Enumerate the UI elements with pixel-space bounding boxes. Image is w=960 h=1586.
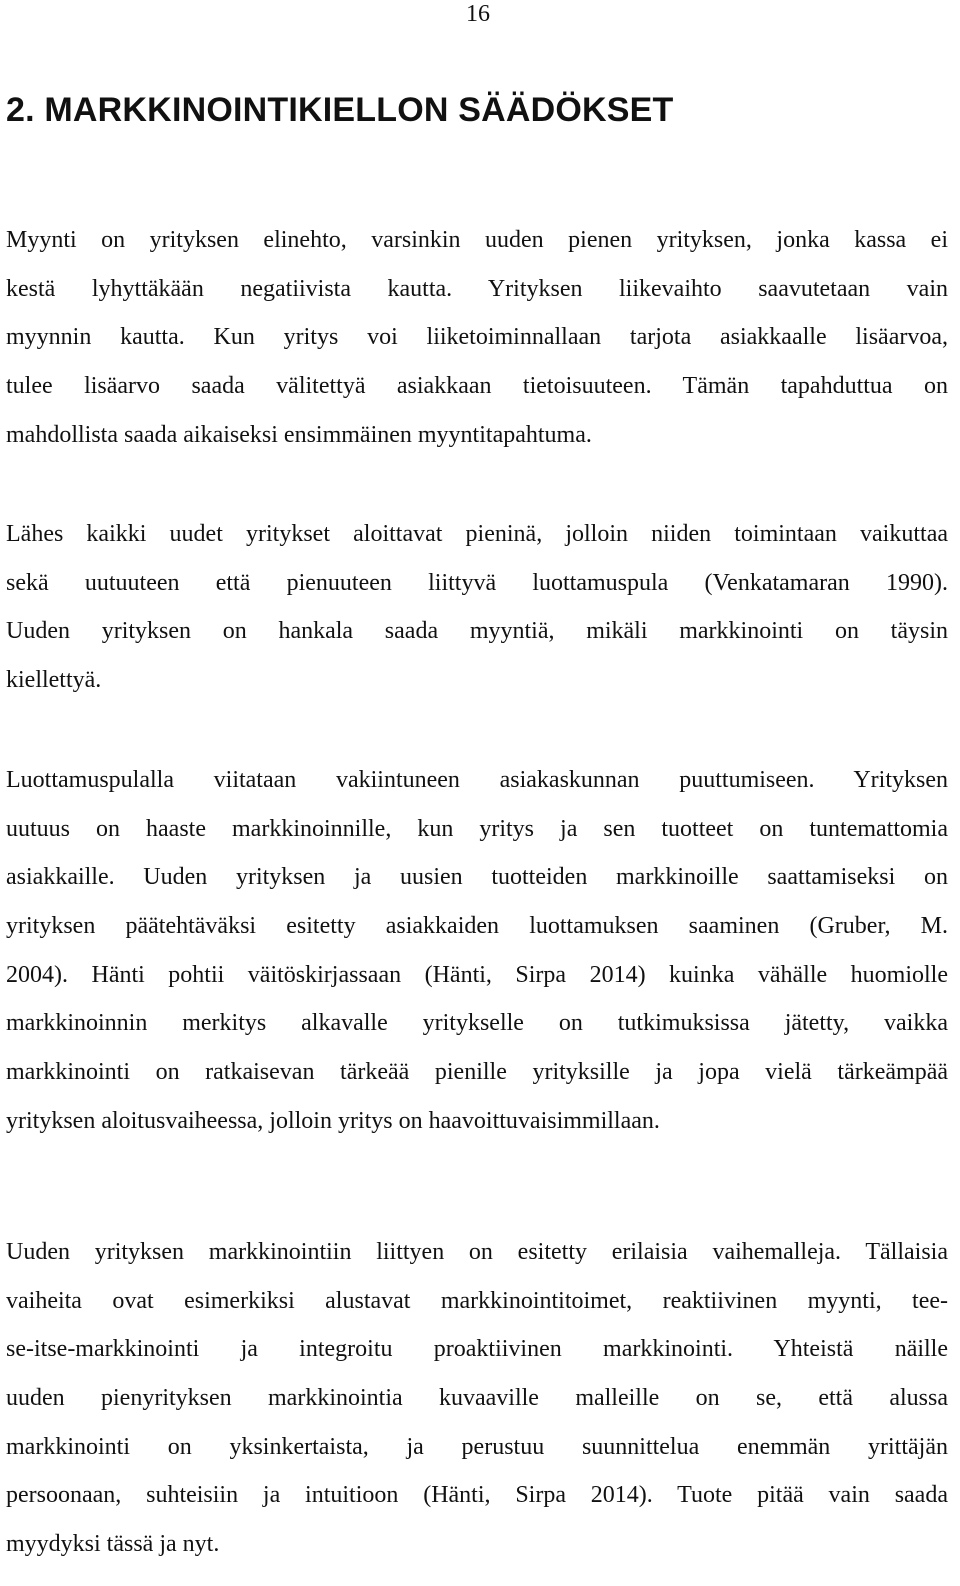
- paragraph-line: tulee lisäarvo saada välitettyä asiakkaan tietoisuuteen. Tämän tapahduttua on: [6, 373, 948, 400]
- paragraph-line: vaiheita ovat esimerkiksi alustavat markkinointitoimet, reaktiivinen myynti, tee-: [6, 1287, 948, 1314]
- paragraph-line: markkinointi on ratkaisevan tärkeää pienille yrityksille ja jopa vielä tärkeämpää: [6, 1059, 948, 1086]
- paragraph-line: markkinointi on yksinkertaista, ja perustuu suunnittelua enemmän yrittäjän: [6, 1433, 948, 1460]
- paragraph-1: [6, 216, 948, 459]
- paragraph-line: 2004). Hänti pohtii väitöskirjassaan (Hänti, Sirpa 2014) kuinka vähälle huomiolle: [6, 961, 948, 988]
- paragraph-line: Uuden yrityksen on hankala saada myyntiä, mikäli markkinointi on täysin: [6, 618, 948, 645]
- paragraph-line: yrityksen aloitusvaiheessa, jolloin yritys on haavoittuvaisimmillaan.: [6, 1107, 660, 1134]
- chapter-title: 2. MARKKINOINTIKIELLON SÄÄDÖKSET: [6, 91, 674, 129]
- paragraph-line: sekä uutuuteen että pienuuteen liittyvä luottamuspula (Venkatamaran 1990).: [6, 569, 948, 596]
- paragraph-4: [6, 1228, 948, 1569]
- paragraph-line: Lähes kaikki uudet yritykset aloittavat pieninä, jolloin niiden toimintaan vaikuttaa: [6, 521, 948, 547]
- paragraph-line: asiakkaille. Uuden yrityksen ja uusien tuotteiden markkinoille saattamiseksi on: [6, 864, 948, 891]
- paragraph-line: kiellettyä.: [6, 667, 102, 694]
- paragraph-3: [6, 756, 948, 1146]
- paragraph-line: kestä lyhyttäkään negatiivista kautta. Yrityksen liikevaihto saavutetaan vain: [6, 275, 948, 302]
- paragraph-line: Myynti on yrityksen elinehto, varsinkin uuden pienen yrityksen, jonka kassa ei: [6, 227, 948, 253]
- paragraph-line: mahdollista saada aikaiseksi ensimmäinen myyntitapahtuma.: [6, 421, 592, 448]
- page-number: 16: [466, 1, 490, 27]
- paragraph-line: markkinoinnin merkitys alkavalle yritykselle on tutkimuksissa jätetty, vaikka: [6, 1010, 948, 1037]
- paragraph-line: myydyksi tässä ja nyt.: [6, 1531, 220, 1558]
- paragraph-2: [6, 510, 948, 705]
- paragraph-line: Luottamuspulalla viitataan vakiintuneen asiakaskunnan puuttumiseen. Yrityksen: [6, 767, 948, 793]
- paragraph-line: se-itse-markkinointi ja integroitu proaktiivinen markkinointi. Yhteistä näille: [6, 1336, 948, 1363]
- paragraph-line: uutuus on haaste markkinoinnille, kun yritys ja sen tuotteet on tuntemattomia: [6, 815, 948, 842]
- paragraph-line: yrityksen päätehtäväksi esitetty asiakkaiden luottamuksen saaminen (Gruber, M.: [6, 913, 948, 940]
- paragraph-line: Uuden yrityksen markkinointiin liittyen on esitetty erilaisia vaihemalleja. Tällaisia: [6, 1239, 948, 1265]
- paragraph-line: myynnin kautta. Kun yritys voi liiketoiminnallaan tarjota asiakkaalle lisäarvoa,: [6, 324, 948, 351]
- paragraph-line: uuden pienyrityksen markkinointia kuvaaville malleille on se, että alussa: [6, 1385, 948, 1412]
- paragraph-line: persoonaan, suhteisiin ja intuitioon (Hänti, Sirpa 2014). Tuote pitää vain saada: [6, 1482, 948, 1509]
